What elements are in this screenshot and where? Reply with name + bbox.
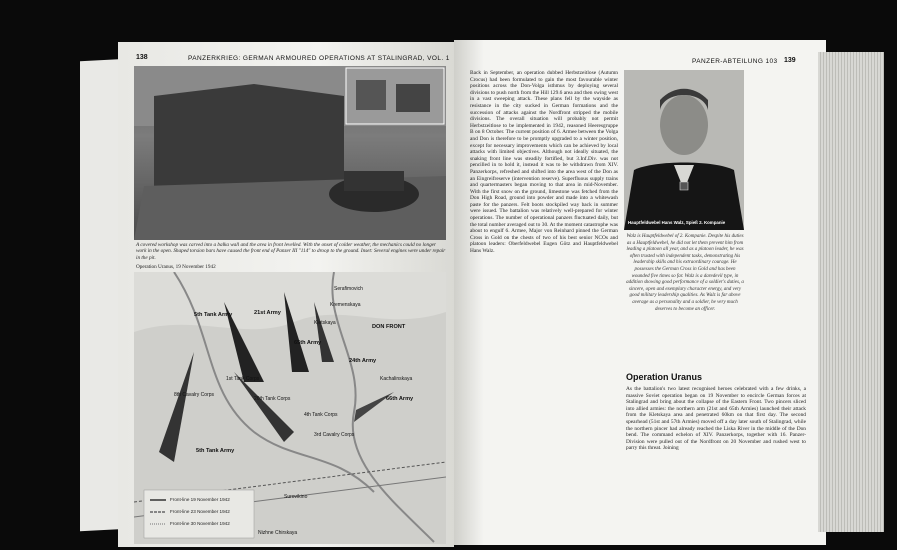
portrait-side-caption: Walz is Hauptfeldwebel of 2. Kompanie. Despite his duties as a Hauptfeldwebel, he did not let them prevent him from leading a platoon all year, and as a platoon leader, he was often trusted with independent tasks, demonstrating his leadership skills and his extraordinary courage. He possesses the German Cross in Gold and has been wounded five times so far. Walz is a daredevil type, in addition showing good performance of a soldier's duties, a sincere, open and exemplary character energy, and very good military leadership qualities. As Walz is far above average as a personality and a soldier, he very much deserves to become an officer. [626, 234, 744, 312]
map-label-5th-tank-army: 5th Tank Army [194, 312, 233, 318]
map-label-24th-army: 24th Army [349, 358, 377, 364]
map-art [134, 272, 446, 544]
portrait-photo [624, 70, 744, 230]
right-page-number: 139 [784, 57, 796, 64]
map-label-surovikino: Surovikino [284, 494, 308, 500]
map-title: Operation Uranus, 19 November 1942 [136, 264, 216, 270]
portrait-label: Hauptfeldwebel Hans Walz, Spieß 2. Kompanie [628, 220, 726, 225]
map-label-8th-cavalry-corps: 8th Cavalry Corps [174, 392, 215, 398]
map-label-serafimovich: Serafimovich [334, 286, 363, 292]
left-page-number: 138 [136, 54, 148, 61]
map-label-nizhne-chirskaya: Nizhne Chirskaya [258, 530, 298, 536]
right-running-head: PANZER-ABTEILUNG 103 [692, 58, 778, 65]
column1-text: Back in September, an operation dubbed Herbstzeitlose (Autumn Crocus) had been formulated to gain the most favourable winter positions across the Don-Volga isthmus by deploying several divisions to push north from the Hill 129.6 area and then swing west in a vast sweeping attack. These plans fell by the wayside as resistance in the city sucked in German formations and the succession of attacks against the Nordfront stripped the mobile divisions. The overall situation will probably not permit Herbstzeitlose to be implemented in 1942, reasoned Heeresgruppe B on 8 October. The current position of 6. Armee between the Volga and Don is therefore to be promptly upgraded to a winter position, except for necessary improvements which can be achieved by local attacks with limited objectives. Although not ideally situated, the snaking front line was steadily fortified, but 3.Inf.Div. was not pencilled in to hold it, instead it was to be withdrawn from XIV. Panzerkorps, refreshed and shifted into the area west of the Don as an Eingreifreserve (intervention reserve). Superfluous supply trains and quartermasters began moving to that area in mid-November. With the first snow on the ground, limestone was fetched from the Don High Road, ground into powder and made into a whitewash paste for the panzers. Felt boots stockpiled way back in summer were issued. The battalion was relatively well-prepared for winter operations. The number of operational panzers fluctuated daily, but the total number averaged out to 30. At the moment catastrophe was about to engulf 6. Armee, Major von Reinhard pinned the German Cross in Gold on the chests of two of his best senior NCOs and platoon leaders: Oberfeldwebel Eugen Götz and Hauptfeldwebel Hans Walz. [470, 70, 618, 255]
left-running-head: PANZERKRIEG: GERMAN ARMOURED OPERATIONS AT STALINGRAD, VOL. 1 [188, 55, 450, 62]
map-label-5th-tank-army-2: 5th Tank Army [196, 448, 235, 454]
section-text: As the battalion's two latest recognised heroes celebrated with a few drinks, a massive Soviet operation began on 19 November to encircle German forces at Stalingrad and bring about the collapse of the Eastern Front. Two pincers sliced into allied armies: the northern arm (21st and 65th Armies) launched their attack from the Kletskaya area and penetrated 60km on that first day. The second spearhead (51st and 57th Armies) moved off a day later south of Stalingrad, while the northern pincer had already reached the Liska River in the middle of the Don bend. The command echelon of XIV. Panzerkorps, together with 16. Panzer-Division were pulled out of the Nordfront on 20 November and rushed west to parry this threat. Joining [626, 386, 806, 452]
map-label-66th-army: 66th Army [386, 396, 414, 402]
map-label-21st-army: 21st Army [254, 310, 281, 316]
map-label-4th-tank-corps: 4th Tank Corps [304, 412, 338, 418]
workshop-photo [134, 66, 446, 240]
map-label-65th-army: 65th Army [294, 340, 322, 346]
map-label-kremenskaya: Kremenskaya [330, 302, 361, 308]
legend-front-30: Front-line 30 November 1942 [170, 521, 230, 526]
map-label-kletskaya: Kletskaya [314, 320, 336, 326]
portrait-art [624, 70, 744, 230]
map-label-3rd-cavalry-corps: 3rd Cavalry Corps [314, 432, 355, 438]
right-page-stack-edge [818, 52, 884, 532]
map-label-1st-tank-corps: 1st Tank Corps [226, 376, 260, 382]
legend-front-23: Front-line 23 November 1942 [170, 509, 230, 514]
map-label-kachalinskaya: Kachalinskaya [380, 376, 413, 382]
photo-caption: A covered workshop was carved into a balka wall and the area in front levelled. With the onset of colder weather, the mechanics could no longer work in the open. Shaped torsion bars have caused the front end of Panzer III "114" to droop to the ground. Inset: Several engines were under repair in the pit. [136, 242, 446, 261]
workshop-photo-art [134, 66, 446, 240]
operation-uranus-map [134, 272, 446, 544]
section-heading: Operation Uranus [626, 372, 703, 382]
map-label-26th-tank-corps: 26th Tank Corps [254, 396, 291, 402]
legend-front-19: Front-line 19 November 1942 [170, 497, 230, 502]
left-page [118, 42, 454, 547]
right-page [454, 40, 826, 545]
map-label-don-front: DON FRONT [372, 324, 406, 330]
